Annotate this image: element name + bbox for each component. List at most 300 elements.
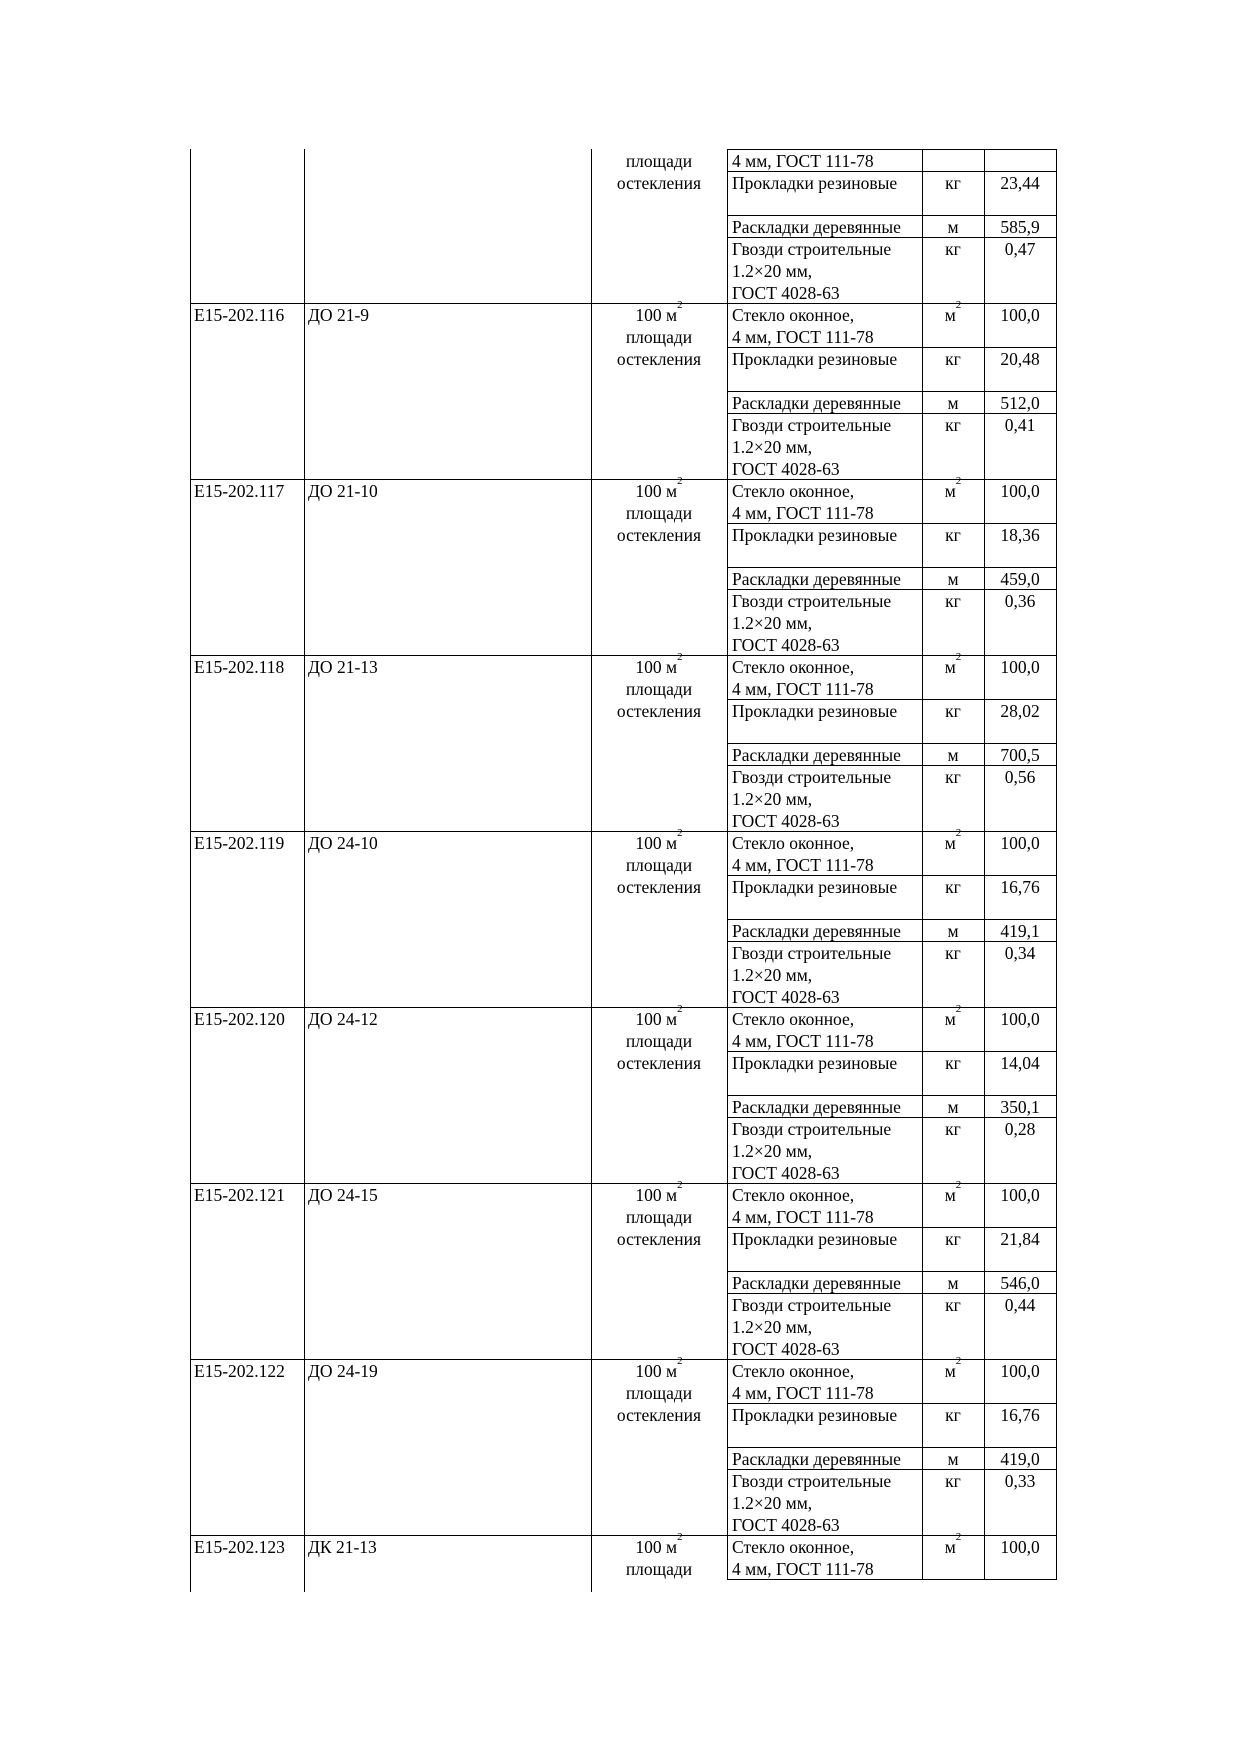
norm-code-text: Е15-202.120 xyxy=(194,1009,285,1029)
norm-name xyxy=(308,656,378,678)
material-unit-text: м xyxy=(944,1361,956,1381)
unit-line xyxy=(626,1382,692,1404)
col-rule-right xyxy=(1056,655,1057,831)
material-name-line-text: Прокладки резиновые xyxy=(732,1405,898,1425)
material-value-text: 16,76 xyxy=(1000,877,1040,897)
col-rule-value xyxy=(984,1183,985,1359)
unit-line xyxy=(617,1228,701,1250)
norm-name-text: ДО 24-15 xyxy=(308,1185,378,1205)
material-unit xyxy=(947,744,958,766)
material-name-line-text: Прокладки резиновые xyxy=(732,173,898,193)
material-name-line-text: 1.2×20 мм, xyxy=(732,965,813,985)
material-name-line xyxy=(732,326,874,348)
material-unit-text: м xyxy=(947,745,959,765)
material-value-text: 0,56 xyxy=(1004,767,1036,787)
material-name-line xyxy=(732,238,891,260)
unit-line-superscript: 2 xyxy=(677,1355,683,1368)
material-name-line-text: 4 мм, ГОСТ 111-78 xyxy=(732,855,874,875)
col-rule-right xyxy=(1056,1359,1057,1535)
unit-line-text: площади xyxy=(625,1207,693,1227)
material-name-line xyxy=(732,964,812,986)
material-name-line-text: Стекло оконное, xyxy=(732,1537,855,1557)
material-value-text: 100,0 xyxy=(1000,1537,1040,1557)
material-name-line-text: 4 мм, ГОСТ 111-78 xyxy=(732,1031,874,1051)
material-value xyxy=(1000,172,1039,194)
norm-code xyxy=(194,832,284,854)
material-value xyxy=(1000,480,1039,502)
material-unit xyxy=(945,348,961,370)
material-value xyxy=(1000,304,1039,326)
material-name-line-text: 4 мм, ГОСТ 111-78 xyxy=(732,327,874,347)
material-name-line xyxy=(732,1118,891,1140)
material-name-line-text: Раскладки деревянные xyxy=(732,393,901,413)
material-name-line xyxy=(732,282,840,304)
material-value-text: 100,0 xyxy=(1000,833,1040,853)
col-rule-value xyxy=(984,831,985,1007)
material-unit-text: кг xyxy=(945,1119,961,1139)
material-value xyxy=(1000,1008,1039,1030)
material-value-text: 23,44 xyxy=(1000,173,1040,193)
unit-line xyxy=(617,700,701,722)
unit-line-text: остекления xyxy=(616,173,702,193)
col-rule-value xyxy=(984,1007,985,1183)
material-value-text: 0,33 xyxy=(1004,1471,1036,1491)
material-unit-text: кг xyxy=(945,239,961,259)
material-unit-text: м xyxy=(944,1009,956,1029)
material-name-line-text: Прокладки резиновые xyxy=(732,525,898,545)
material-name-line-text: Раскладки деревянные xyxy=(732,1097,901,1117)
material-unit-text: м xyxy=(947,1273,959,1293)
unit-line xyxy=(626,150,692,172)
unit-line-text: площади xyxy=(625,855,693,875)
norm-name-text: ДО 24-12 xyxy=(308,1009,378,1029)
col-rule-material xyxy=(727,1007,728,1183)
unit-line-superscript: 2 xyxy=(677,1179,683,1192)
material-unit-text: кг xyxy=(945,701,961,721)
col-rule-right xyxy=(1056,1007,1057,1183)
material-unit-text: кг xyxy=(945,173,961,193)
material-unit xyxy=(945,524,961,546)
material-unit-text: кг xyxy=(945,767,961,787)
material-name-line-text: 4 мм, ГОСТ 111-78 xyxy=(732,503,874,523)
unit-line xyxy=(617,1404,701,1426)
material-name-line-text: Прокладки резиновые xyxy=(732,877,898,897)
material-name-line-text: Гвозди строительные xyxy=(732,1119,892,1139)
material-value-text: 28,02 xyxy=(1000,701,1040,721)
norm-name xyxy=(308,304,369,326)
material-name-line xyxy=(732,810,840,832)
material-value xyxy=(1000,876,1039,898)
unit-line xyxy=(626,1206,692,1228)
material-unit xyxy=(945,700,961,722)
material-name-line xyxy=(732,1096,901,1118)
norm-name-text: ДО 24-10 xyxy=(308,833,378,853)
norm-name-text: ДК 21-13 xyxy=(308,1537,377,1557)
material-value xyxy=(1000,1228,1039,1250)
col-rule-unit xyxy=(922,831,923,1007)
material-name-line-text: ГОСТ 4028-63 xyxy=(732,1515,840,1535)
material-value xyxy=(1000,1448,1039,1470)
material-name-line-text: ГОСТ 4028-63 xyxy=(732,459,840,479)
material-value-text: 20,48 xyxy=(1000,349,1040,369)
material-unit-text: м xyxy=(944,1537,956,1557)
material-name-line xyxy=(732,1008,854,1030)
material-value xyxy=(1000,524,1039,546)
material-name-line-text: Раскладки деревянные xyxy=(732,1449,901,1469)
material-unit-text: кг xyxy=(945,1295,961,1315)
norm-name-text: ДО 21-13 xyxy=(308,657,378,677)
material-name-line xyxy=(732,480,854,502)
material-name-line xyxy=(732,1404,897,1426)
material-value-text: 100,0 xyxy=(1000,657,1040,677)
material-name-line-text: ГОСТ 4028-63 xyxy=(732,283,840,303)
material-value-text: 350,1 xyxy=(1000,1097,1040,1117)
unit-line-superscript: 2 xyxy=(677,475,683,488)
unit-line xyxy=(617,1052,701,1074)
material-name-line-text: Прокладки резиновые xyxy=(732,1229,898,1249)
material-unit-text: кг xyxy=(945,1229,961,1249)
material-unit-text: кг xyxy=(945,1471,961,1491)
unit-line xyxy=(635,299,683,326)
material-name-line xyxy=(732,524,897,546)
unit-line-text: остекления xyxy=(616,1229,702,1249)
material-name-line xyxy=(732,1448,901,1470)
material-unit-text: м xyxy=(944,1185,956,1205)
material-name-line xyxy=(732,656,854,678)
material-name-line xyxy=(732,942,891,964)
material-unit-text: кг xyxy=(945,943,961,963)
material-name-line-text: Гвозди строительные xyxy=(732,1295,892,1315)
unit-line-text: 100 м xyxy=(635,1361,678,1381)
material-unit-text: кг xyxy=(945,415,961,435)
material-name-line xyxy=(732,1030,874,1052)
material-name-line-text: Прокладки резиновые xyxy=(732,349,898,369)
material-unit xyxy=(947,568,958,590)
unit-line xyxy=(635,651,683,678)
material-row-bottom-border xyxy=(727,1579,1057,1580)
material-value xyxy=(1005,414,1036,436)
material-unit-text: м xyxy=(947,1097,959,1117)
material-value-text: 21,84 xyxy=(1000,1229,1040,1249)
unit-line-text: остекления xyxy=(616,349,702,369)
material-name-line xyxy=(732,1140,812,1162)
unit-line-superscript: 2 xyxy=(677,651,683,664)
unit-line-text: площади xyxy=(625,151,693,171)
col-rule-value xyxy=(984,1359,985,1535)
material-unit xyxy=(947,1096,958,1118)
material-value xyxy=(1000,1404,1039,1426)
material-name-line xyxy=(732,172,897,194)
norm-name xyxy=(308,1184,378,1206)
material-name-line xyxy=(732,1470,891,1492)
material-name-line xyxy=(732,216,901,238)
unit-line-text: площади xyxy=(625,1559,693,1579)
unit-line-text: остекления xyxy=(616,701,702,721)
norm-code xyxy=(194,1536,285,1558)
material-unit xyxy=(947,1448,958,1470)
material-name-line xyxy=(732,920,901,942)
material-name-line-text: ГОСТ 4028-63 xyxy=(732,1339,840,1359)
unit-line-text: 100 м xyxy=(635,1537,678,1557)
material-value xyxy=(1000,700,1039,722)
material-value xyxy=(1000,1272,1039,1294)
unit-line-superscript: 2 xyxy=(677,1531,683,1544)
material-unit xyxy=(944,827,962,854)
material-name-line-text: ГОСТ 4028-63 xyxy=(732,635,840,655)
unit-line xyxy=(626,854,692,876)
material-unit-text: м xyxy=(944,305,956,325)
material-value-text: 18,36 xyxy=(1000,525,1040,545)
col-rule-right xyxy=(1056,149,1057,303)
unit-line-text: 100 м xyxy=(635,833,678,853)
col-rule-material xyxy=(727,303,728,479)
material-unit-superscript: 2 xyxy=(955,1531,962,1544)
material-unit xyxy=(945,1228,961,1250)
material-name-line xyxy=(732,700,897,722)
material-name-line xyxy=(732,788,812,810)
norm-code xyxy=(194,1360,285,1382)
material-unit xyxy=(944,1003,962,1030)
norm-code-text: Е15-202.122 xyxy=(194,1361,285,1381)
norm-name xyxy=(308,1008,378,1030)
norm-code xyxy=(194,1184,285,1206)
unit-line-text: площади xyxy=(625,679,693,699)
col-rule-unit xyxy=(922,149,923,303)
material-value xyxy=(1000,1536,1039,1558)
norm-name-text: ДО 24-19 xyxy=(308,1361,378,1381)
unit-line xyxy=(617,348,701,370)
material-name-line-text: Стекло оконное, xyxy=(732,305,855,325)
unit-line xyxy=(635,475,683,502)
material-unit xyxy=(947,1272,958,1294)
material-name-line xyxy=(732,392,901,414)
material-unit xyxy=(944,475,962,502)
unit-line-text: 100 м xyxy=(635,1009,678,1029)
material-unit xyxy=(947,216,958,238)
material-value-text: 100,0 xyxy=(1000,1361,1040,1381)
material-name-line-text: Прокладки резиновые xyxy=(732,701,898,721)
material-name-line xyxy=(732,1514,840,1536)
unit-line-superscript: 2 xyxy=(677,827,683,840)
unit-line-text: площади xyxy=(625,503,693,523)
col-rule-material xyxy=(727,479,728,655)
unit-line-text: площади xyxy=(625,1031,693,1051)
material-name-line-text: 1.2×20 мм, xyxy=(732,613,813,633)
material-name-line-text: Гвозди строительные xyxy=(732,239,892,259)
material-unit-text: кг xyxy=(945,349,961,369)
unit-line xyxy=(635,1355,683,1382)
material-value-text: 100,0 xyxy=(1000,305,1040,325)
material-value xyxy=(1005,942,1036,964)
material-value xyxy=(1005,1470,1036,1492)
material-name-line-text: Гвозди строительные xyxy=(732,943,892,963)
unit-line-superscript: 2 xyxy=(677,1003,683,1016)
material-name-line xyxy=(732,1316,812,1338)
material-name-line-text: ГОСТ 4028-63 xyxy=(732,987,840,1007)
col-rule-name-unit xyxy=(591,149,592,1592)
material-name-line xyxy=(732,304,854,326)
material-value xyxy=(1000,920,1039,942)
col-rule-value xyxy=(984,479,985,655)
norm-name xyxy=(308,480,378,502)
material-unit xyxy=(945,1470,961,1492)
material-value-text: 0,47 xyxy=(1004,239,1036,259)
material-name-line-text: Стекло оконное, xyxy=(732,657,855,677)
material-name-line xyxy=(732,1492,812,1514)
material-name-line xyxy=(732,1338,840,1360)
material-value xyxy=(1005,1118,1036,1140)
col-rule-material xyxy=(727,1535,728,1580)
material-unit xyxy=(945,414,961,436)
material-unit-text: м xyxy=(947,217,959,237)
col-rule-value xyxy=(984,1535,985,1580)
material-value xyxy=(1005,766,1036,788)
material-name-line-text: ГОСТ 4028-63 xyxy=(732,811,840,831)
col-rule-right xyxy=(1056,1535,1057,1580)
material-name-line-text: 1.2×20 мм, xyxy=(732,789,813,809)
material-unit xyxy=(945,942,961,964)
col-rule-material xyxy=(727,831,728,1007)
material-name-line xyxy=(732,1228,897,1250)
material-unit-text: кг xyxy=(945,1405,961,1425)
material-unit-superscript: 2 xyxy=(955,651,962,664)
col-rule-right xyxy=(1056,479,1057,655)
unit-line xyxy=(617,172,701,194)
material-value-text: 546,0 xyxy=(1000,1273,1040,1293)
material-name-line xyxy=(732,436,812,458)
norm-code-text: Е15-202.118 xyxy=(194,657,285,677)
material-value-text: 0,36 xyxy=(1004,591,1036,611)
material-name-line-text: 1.2×20 мм, xyxy=(732,1141,813,1161)
material-unit xyxy=(945,876,961,898)
col-rule-left xyxy=(190,149,191,1592)
material-name-line-text: Раскладки деревянные xyxy=(732,1273,901,1293)
col-rule-material xyxy=(727,655,728,831)
material-value xyxy=(1000,1360,1039,1382)
unit-line-text: площади xyxy=(625,327,693,347)
material-name-line xyxy=(732,260,812,282)
material-unit xyxy=(947,920,958,942)
norm-code xyxy=(194,304,284,326)
material-name-line xyxy=(732,1184,854,1206)
material-value-text: 100,0 xyxy=(1000,481,1040,501)
material-name-line-text: Раскладки деревянные xyxy=(732,217,901,237)
material-name-line-text: 1.2×20 мм, xyxy=(732,1493,813,1513)
material-unit xyxy=(945,1294,961,1316)
material-name-line xyxy=(732,1052,897,1074)
material-name-line xyxy=(732,502,874,524)
material-name-line-text: Раскладки деревянные xyxy=(732,745,901,765)
unit-line-text: остекления xyxy=(616,877,702,897)
material-unit xyxy=(944,1179,962,1206)
unit-line xyxy=(626,1558,692,1580)
material-name-line xyxy=(732,678,874,700)
col-rule-unit xyxy=(922,1359,923,1535)
material-name-line-text: Стекло оконное, xyxy=(732,1009,855,1029)
material-name-line xyxy=(732,744,901,766)
material-value xyxy=(1000,1096,1039,1118)
unit-line-text: 100 м xyxy=(635,657,678,677)
unit-line-text: 100 м xyxy=(635,305,678,325)
unit-line-text: остекления xyxy=(616,1053,702,1073)
material-value xyxy=(1005,590,1036,612)
material-name-line xyxy=(732,348,897,370)
unit-line xyxy=(635,1179,683,1206)
material-unit-superscript: 2 xyxy=(955,1355,962,1368)
unit-line xyxy=(626,326,692,348)
material-name-line-text: 4 мм, ГОСТ 111-78 xyxy=(732,1559,874,1579)
unit-line xyxy=(626,678,692,700)
col-rule-unit xyxy=(922,479,923,655)
material-value xyxy=(1000,656,1039,678)
norm-code xyxy=(194,656,284,678)
material-name-line xyxy=(732,590,891,612)
material-value xyxy=(1000,832,1039,854)
material-unit xyxy=(945,172,961,194)
material-value-text: 419,0 xyxy=(1000,1449,1040,1469)
material-name-line-text: 4 мм, ГОСТ 111-78 xyxy=(732,1207,874,1227)
material-value xyxy=(1000,348,1039,370)
material-unit-superscript: 2 xyxy=(955,475,962,488)
unit-line xyxy=(617,876,701,898)
col-rule-material xyxy=(727,149,728,303)
col-rule-unit xyxy=(922,1007,923,1183)
unit-line-text: 100 м xyxy=(635,481,678,501)
material-value-text: 14,04 xyxy=(1000,1053,1040,1073)
unit-line-text: площади xyxy=(625,1383,693,1403)
material-name-line-text: Стекло оконное, xyxy=(732,1361,855,1381)
unit-line xyxy=(626,502,692,524)
material-unit xyxy=(945,766,961,788)
material-value xyxy=(1005,238,1036,260)
material-name-line-text: 1.2×20 мм, xyxy=(732,1317,813,1337)
material-name-line-text: Раскладки деревянные xyxy=(732,569,901,589)
material-unit-text: кг xyxy=(945,877,961,897)
norm-code-text: Е15-202.123 xyxy=(194,1537,285,1557)
norm-name xyxy=(308,1536,377,1558)
material-unit xyxy=(944,651,962,678)
col-rule-value xyxy=(984,149,985,303)
material-name-line xyxy=(732,1206,874,1228)
material-unit xyxy=(945,1118,961,1140)
unit-line xyxy=(626,1030,692,1052)
material-name-line-text: Прокладки резиновые xyxy=(732,1053,898,1073)
material-unit-superscript: 2 xyxy=(955,1179,962,1192)
material-value-text: 585,9 xyxy=(1000,217,1040,237)
unit-line-text: остекления xyxy=(616,1405,702,1425)
material-name-line xyxy=(732,1558,874,1580)
material-name-line xyxy=(732,414,891,436)
material-name-line-text: 4 мм, ГОСТ 111-78 xyxy=(732,1383,874,1403)
material-value-text: 0,44 xyxy=(1004,1295,1036,1315)
norm-code-text: Е15-202.119 xyxy=(194,833,285,853)
norm-code-text: Е15-202.116 xyxy=(194,305,285,325)
material-value xyxy=(1000,1052,1039,1074)
material-name-line-text: 4 мм, ГОСТ 111-78 xyxy=(732,679,874,699)
material-name-line xyxy=(732,1382,874,1404)
material-name-line xyxy=(732,1360,854,1382)
material-value-text: 512,0 xyxy=(1000,393,1040,413)
material-name-line-text: Стекло оконное, xyxy=(732,1185,855,1205)
material-unit xyxy=(945,590,961,612)
col-rule-right xyxy=(1056,831,1057,1007)
norm-code xyxy=(194,480,284,502)
material-value xyxy=(1005,1294,1036,1316)
material-unit-text: м xyxy=(947,1449,959,1469)
material-name-line-text: Гвозди строительные xyxy=(732,591,892,611)
col-rule-unit xyxy=(922,1183,923,1359)
material-name-line-text: Гвозди строительные xyxy=(732,1471,892,1491)
